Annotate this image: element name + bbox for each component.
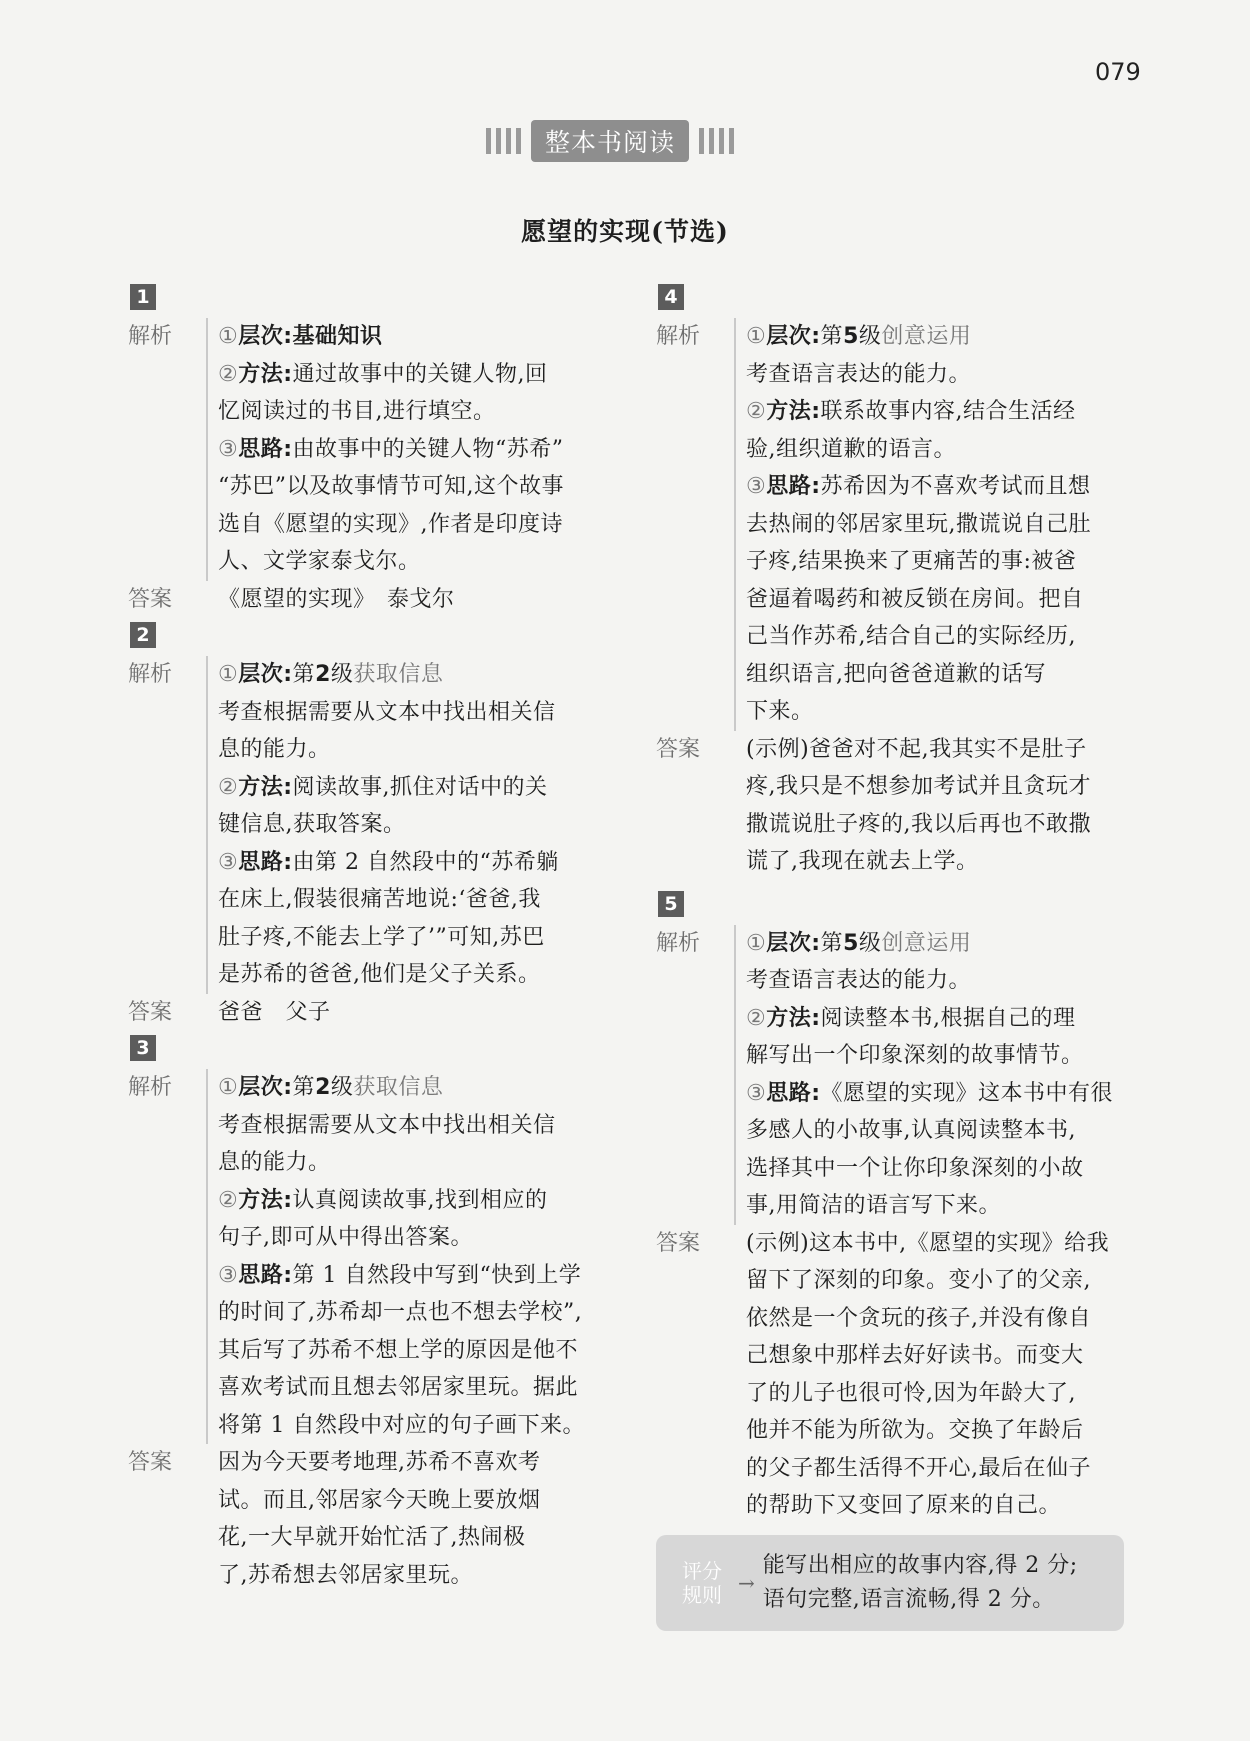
section-banner xyxy=(486,122,734,160)
step-text: 人、文学家泰戈尔。 xyxy=(218,549,421,574)
step-text: 肚子疼,不能去上学了’”可知,苏巴 xyxy=(218,924,545,950)
step-number: ③ xyxy=(218,1262,239,1288)
answer-label: 答案 xyxy=(128,1450,173,1475)
answer-text: 花,一大早就开始忙活了,热闹极 xyxy=(218,1525,526,1550)
step-text: 由故事中的关键人物“苏希” xyxy=(292,436,564,462)
question-number-3: 3 xyxy=(130,1035,156,1061)
scoring-rule: 能写出相应的故事内容,得 2 分; xyxy=(762,1552,1078,1578)
q5-analysis-body xyxy=(734,925,1146,1225)
answer-text: 《愿望的实现》 泰戈尔 xyxy=(218,586,455,612)
analysis-label: 解析 xyxy=(128,662,173,687)
scoring-label-line: 规则 xyxy=(682,1582,722,1607)
level-number: 2 xyxy=(315,1075,331,1100)
page-number: 079 xyxy=(1095,58,1141,86)
step-number: ② xyxy=(218,1187,239,1213)
step-text: 组织语言,把向爸爸道歉的话写 xyxy=(746,661,1046,687)
step-heading: 层次: xyxy=(238,1075,293,1100)
step-text: 第 xyxy=(820,930,844,956)
step-number: ③ xyxy=(746,474,767,499)
step-heading: 思路: xyxy=(766,1080,821,1106)
answer-label: 答案 xyxy=(128,586,173,612)
answer-text: 的父子都生活得不开心,最后在仙子 xyxy=(746,1455,1091,1481)
scoring-rules-label xyxy=(674,1559,730,1607)
step-heading: 层次: xyxy=(766,324,821,349)
step-heading: 方法: xyxy=(238,1187,293,1213)
answer-text: 的帮助下又变回了原来的自己。 xyxy=(746,1493,1062,1518)
step-text: 子疼,结果换来了更痛苦的事:被爸 xyxy=(746,549,1077,574)
step-text: 考查根据需要从文本中找出相关信 xyxy=(218,699,556,725)
step-text: 忆阅读过的书目,进行填空。 xyxy=(218,399,496,424)
question-number-5: 5 xyxy=(658,891,684,917)
step-text: 考查根据需要从文本中找出相关信 xyxy=(218,1112,556,1138)
q3-analysis xyxy=(128,1069,638,1444)
question-number-1: 1 xyxy=(130,284,156,310)
answer-text: 留下了深刻的印象。变小了的父亲, xyxy=(746,1268,1091,1293)
skill-text: 获取信息 xyxy=(353,662,444,687)
step-heading: 方法: xyxy=(766,1005,821,1031)
step-text: 《愿望的实现》这本书中有很 xyxy=(820,1080,1114,1106)
step-number: ② xyxy=(218,774,239,800)
step-text: 下来。 xyxy=(746,699,814,724)
step-text: “苏巴”以及故事情节可知,这个故事 xyxy=(218,474,564,499)
step-number: ① xyxy=(218,324,239,349)
step-text: 第 xyxy=(292,1075,316,1100)
step-number: ② xyxy=(746,1005,767,1031)
step-text: 第 1 自然段中写到“快到上学 xyxy=(292,1262,582,1288)
step-text: 事,用简洁的语言写下来。 xyxy=(746,1193,1001,1218)
skill-text: 创意运用 xyxy=(881,324,972,349)
analysis-label: 解析 xyxy=(128,1075,173,1100)
answer-text: (示例)这本书中,《愿望的实现》给我 xyxy=(746,1230,1110,1256)
step-text: 在床上,假装很痛苦地说:‘爸爸,我 xyxy=(218,887,541,912)
step-heading: 思路: xyxy=(238,1262,293,1288)
analysis-label: 解析 xyxy=(656,930,701,956)
banner-label: 整本书阅读 xyxy=(531,120,689,162)
step-heading: 思路: xyxy=(766,474,821,499)
skill-text: 获取信息 xyxy=(353,1075,444,1100)
step-text: 级 xyxy=(330,662,354,687)
q4-answer xyxy=(656,731,1166,881)
answer-text: 疼,我只是不想参加考试并且贪玩才 xyxy=(746,774,1091,799)
answer-label: 答案 xyxy=(656,736,701,762)
step-text: 去热闹的邻居家里玩,撒谎说自己肚 xyxy=(746,511,1091,537)
analysis-label: 解析 xyxy=(656,324,701,349)
step-text: 认真阅读故事,找到相应的 xyxy=(292,1187,548,1213)
step-text: 由第 2 自然段中的“苏希躺 xyxy=(292,849,559,875)
step-text: 考查语言表达的能力。 xyxy=(746,968,972,993)
step-number: ③ xyxy=(746,1080,767,1106)
analysis-label: 解析 xyxy=(128,324,173,349)
question-number-4: 4 xyxy=(658,284,684,310)
step-text: 爸逼着喝药和被反锁在房间。把自 xyxy=(746,586,1084,612)
step-number: ① xyxy=(218,662,239,687)
page-title: 愿望的实现(节选) xyxy=(521,217,729,246)
step-text: 息的能力。 xyxy=(218,1150,331,1175)
answer-text: 爸爸 父子 xyxy=(218,999,331,1025)
step-heading: 层次: xyxy=(238,662,293,687)
level-number: 2 xyxy=(315,662,331,687)
answer-text: 己想象中那样去好好读书。而变大 xyxy=(746,1343,1084,1368)
q4-analysis-body xyxy=(734,318,1146,731)
step-number: ① xyxy=(746,930,767,956)
q1-answer xyxy=(128,581,638,619)
scoring-rules-text xyxy=(763,1549,1078,1617)
arrow-right-icon: → xyxy=(738,1570,755,1595)
step-number: ① xyxy=(218,1075,239,1100)
step-text: 第 xyxy=(820,324,844,349)
step-heading: 层次: xyxy=(766,930,821,956)
step-text: 级 xyxy=(858,930,882,956)
step-text: 级 xyxy=(858,324,882,349)
step-text: 己当作苏希,结合自己的实际经历, xyxy=(746,624,1076,649)
q2-analysis xyxy=(128,656,638,994)
answer-text: 依然是一个贪玩的孩子,并没有像自 xyxy=(746,1305,1091,1331)
q1-analysis-body xyxy=(206,318,618,581)
answer-text: 因为今天要考地理,苏希不喜欢考 xyxy=(218,1450,541,1475)
answer-label: 答案 xyxy=(128,999,173,1025)
step-text: 其后写了苏希不想上学的原因是他不 xyxy=(218,1337,579,1363)
answer-label: 答案 xyxy=(656,1230,701,1256)
step-heading: 方法: xyxy=(766,399,821,424)
scoring-rules-box xyxy=(656,1535,1124,1631)
banner-bars-left xyxy=(486,128,521,154)
answer-text: 撒谎说肚子疼的,我以后再也不敢撒 xyxy=(746,811,1091,837)
step-text: 将第 1 自然段中对应的句子画下来。 xyxy=(218,1412,585,1438)
answer-text: 谎了,我现在就去上学。 xyxy=(746,849,979,874)
step-text: 选择其中一个让你印象深刻的小故 xyxy=(746,1155,1084,1181)
answer-text: (示例)爸爸对不起,我其实不是肚子 xyxy=(746,736,1087,762)
answer-text: 了,苏希想去邻居家里玩。 xyxy=(218,1562,473,1588)
step-text: 验,组织道歉的语言。 xyxy=(746,436,956,462)
level-number: 5 xyxy=(843,324,859,349)
step-heading: 方法: xyxy=(238,361,293,387)
step-text: 喜欢考试而且想去邻居家里玩。据此 xyxy=(218,1375,579,1400)
answer-text: 了的儿子也很可怜,因为年龄大了, xyxy=(746,1380,1076,1406)
banner-bars-right xyxy=(699,128,734,154)
step-heading: 层次: xyxy=(238,324,293,349)
step-text: 通过故事中的关键人物,回 xyxy=(292,361,548,387)
step-text: 考查语言表达的能力。 xyxy=(746,361,972,387)
q1-analysis xyxy=(128,318,638,581)
step-text: 的时间了,苏希却一点也不想去学校”, xyxy=(218,1300,583,1325)
q4-analysis xyxy=(656,318,1166,731)
step-text: 解写出一个印象深刻的故事情节。 xyxy=(746,1043,1084,1068)
step-text: 息的能力。 xyxy=(218,737,331,762)
right-column xyxy=(656,280,1166,1631)
step-number: ② xyxy=(218,361,239,387)
step-text: 多感人的小故事,认真阅读整本书, xyxy=(746,1118,1076,1143)
level-text: 基础知识 xyxy=(292,324,383,349)
step-text: 苏希因为不喜欢考试而且想 xyxy=(820,474,1091,499)
step-text: 句子,即可从中得出答案。 xyxy=(218,1225,473,1250)
scoring-label-line: 评分 xyxy=(682,1558,722,1583)
step-text: 键信息,获取答案。 xyxy=(218,812,406,837)
left-column xyxy=(128,280,638,1594)
step-number: ② xyxy=(746,399,767,424)
step-text: 阅读故事,抓住对话中的关 xyxy=(292,774,548,800)
step-number: ① xyxy=(746,324,767,349)
step-number: ③ xyxy=(218,849,239,875)
step-heading: 思路: xyxy=(238,849,293,875)
q3-analysis-body xyxy=(206,1069,618,1444)
answer-text: 试。而且,邻居家今天晚上要放烟 xyxy=(218,1487,541,1513)
step-text: 选自《愿望的实现》,作者是印度诗 xyxy=(218,511,563,537)
step-text: 第 xyxy=(292,662,316,687)
level-number: 5 xyxy=(843,930,859,956)
step-text: 是苏希的爸爸,他们是父子关系。 xyxy=(218,962,541,987)
question-number-2: 2 xyxy=(130,622,156,648)
scoring-rule: 语句完整,语言流畅,得 2 分。 xyxy=(762,1586,1055,1612)
step-text: 级 xyxy=(330,1075,354,1100)
answer-text: 他并不能为所欲为。交换了年龄后 xyxy=(746,1418,1084,1443)
step-number: ③ xyxy=(218,436,239,462)
step-text: 联系故事内容,结合生活经 xyxy=(820,399,1076,424)
skill-text: 创意运用 xyxy=(881,930,972,956)
q3-answer xyxy=(128,1444,638,1594)
step-text: 阅读整本书,根据自己的理 xyxy=(820,1005,1076,1031)
q2-analysis-body xyxy=(206,656,618,994)
q2-answer xyxy=(128,994,638,1032)
q5-answer xyxy=(656,1225,1166,1525)
step-heading: 思路: xyxy=(238,436,293,462)
q5-analysis xyxy=(656,925,1166,1225)
step-heading: 方法: xyxy=(238,774,293,800)
